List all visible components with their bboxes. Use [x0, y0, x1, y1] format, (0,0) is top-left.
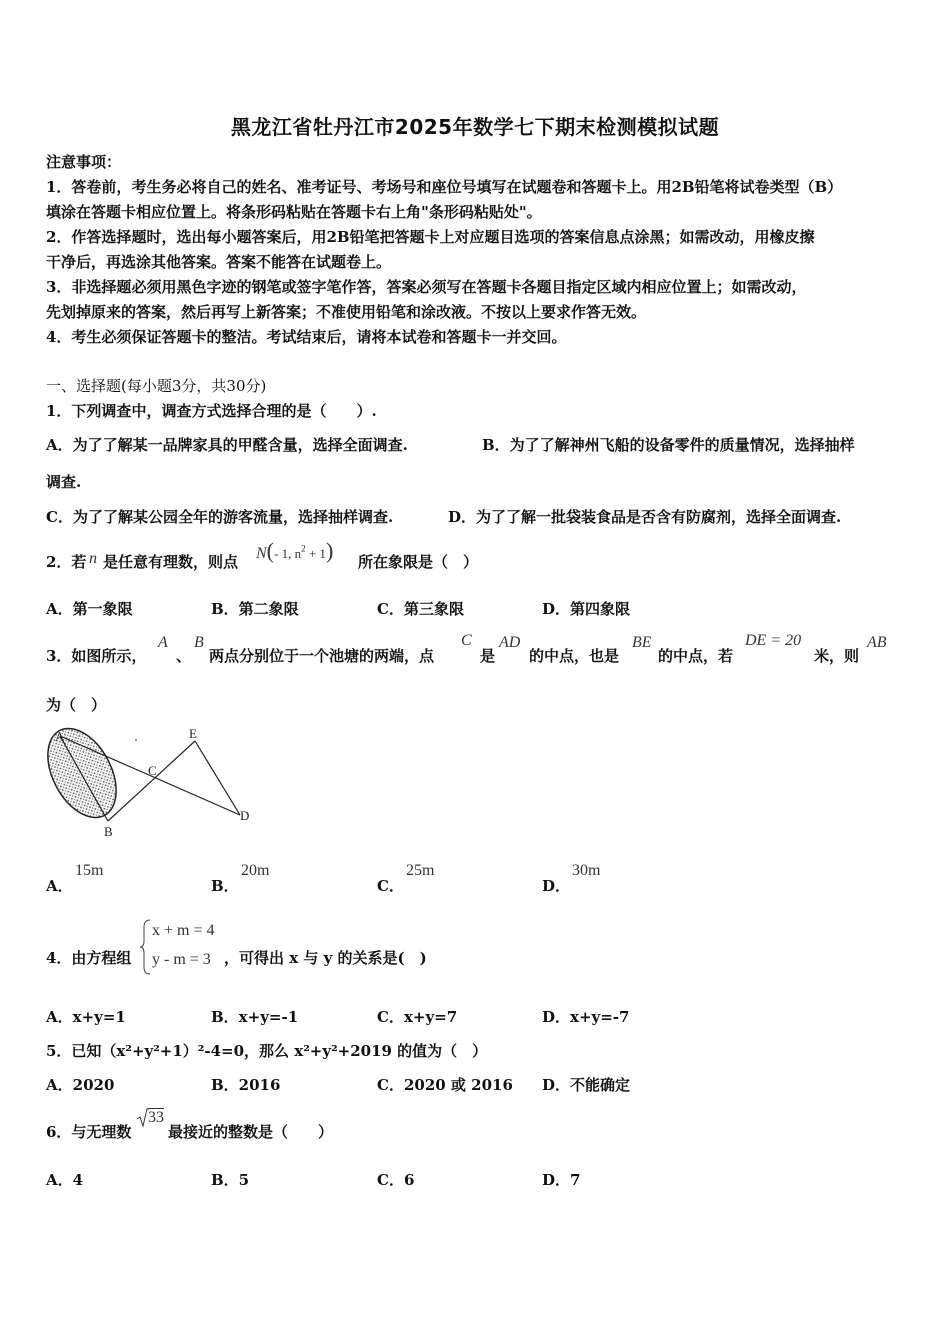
q3-option-b-value: 20m: [241, 862, 270, 879]
note-1-line-2: 填涂在答题卡相应位置上。将条形码粘贴在答题卡右上角"条形码粘贴处"。: [46, 203, 542, 221]
q3-text-3: 是: [480, 647, 496, 665]
q4-pre: 4．由方程组: [46, 949, 132, 967]
notes-heading: 注意事项：: [46, 153, 122, 171]
q3-var-de: DE = 20: [745, 632, 802, 649]
section-heading: 一、选择题(每小题3分，共30分): [46, 377, 267, 395]
q3-text-1: 3．如图所示，: [46, 647, 147, 665]
q2-paren-close: ): [325, 538, 334, 563]
q3-var-c: C: [461, 632, 472, 649]
note-4: 4．考生必须保证答题卡的整洁。考试结束后，请将本试卷和答题卡一并交回。: [46, 328, 567, 346]
q1-option-c: C．为了了解某公园全年的游客流量，选择抽样调查.: [46, 508, 394, 526]
q3-option-d-label: D．: [542, 877, 571, 895]
q1-option-a: A．为了了解某一品牌家具的甲醛含量，选择全面调查.: [46, 436, 408, 454]
q3-var-b: B: [194, 634, 204, 651]
segment-ed: [195, 741, 240, 815]
q4-post: ，可得出 x 与 y 的关系是( ): [224, 949, 427, 967]
stray-dot: [135, 739, 137, 741]
q5-option-d: D．不能确定: [542, 1076, 631, 1094]
q3-text-6: 米，则: [814, 647, 860, 665]
q2-option-d: D．第四象限: [542, 600, 631, 618]
q2-point-body: - 1, n: [274, 546, 302, 561]
q2-point-tail: + 1: [305, 546, 326, 561]
q4-option-b: B．x+y=-1: [211, 1008, 299, 1026]
q3-var-ad: AD: [499, 634, 521, 651]
q6-option-d: D．7: [542, 1171, 581, 1189]
q3-text-2: 两点分别位于一个池塘的两端，点: [209, 647, 435, 665]
q1-option-d: D．为了了解一批袋装食品是否含有防腐剂，选择全面调查.: [448, 508, 842, 526]
q6-post: 最接近的整数是（ ）: [168, 1123, 334, 1141]
q3-option-b-label: B．: [211, 877, 239, 895]
q3-option-a-label: A．: [46, 877, 73, 895]
q6-option-b: B．5: [211, 1171, 250, 1189]
note-1-line-1: 1．答卷前，考生务必将自己的姓名、准考证号、考场号和座位号填写在试题卷和答题卡上。用2B铅笔将试卷类型（B）: [46, 178, 843, 196]
q5-option-b: B．2016: [211, 1076, 281, 1094]
q5-stem: 5．已知（x²+y²+1）²-4=0，那么 x²+y²+2019 的值为（ ）: [46, 1042, 488, 1060]
segment-be: [108, 741, 195, 821]
fig-label-d: D: [240, 808, 250, 823]
q4-option-d: D．x+y=-7: [542, 1008, 630, 1026]
q2-option-c: C．第三象限: [377, 600, 464, 618]
note-3-line-2: 先划掉原来的答案，然后再写上新答案；不准使用铅笔和涂改液。不按以上要求作答无效。: [46, 303, 647, 321]
q2-var-n: n: [89, 550, 97, 567]
q3-option-c-label: C．: [377, 877, 404, 895]
fig-label-c: C: [148, 763, 157, 778]
q4-brace: [140, 919, 152, 975]
fig-label-b: B: [104, 824, 113, 839]
page-title: 黑龙江省牡丹江市2025年数学七下期末检测模拟试题: [230, 115, 720, 139]
q3-text-4: 的中点，也是: [529, 647, 620, 665]
q6-option-c: C．6: [377, 1171, 415, 1189]
q3-sep: 、: [176, 647, 192, 665]
q4-eq-2: y - m = 3: [152, 951, 211, 968]
q6-option-a: A．4: [46, 1171, 84, 1189]
note-2-line-1: 2．作答选择题时，选出每小题答案后，用2B铅笔把答题卡上对应题目选项的答案信息点涂黑；如需改动，用橡皮擦: [46, 228, 815, 246]
q4-eq-1: x + m = 4: [152, 922, 215, 939]
q3-var-ab: AB: [867, 634, 887, 651]
q3-var-be: BE: [632, 634, 652, 651]
q6-pre: 6．与无理数: [46, 1123, 132, 1141]
q2-post: 所在象限是（ ）: [358, 553, 479, 571]
q3-option-d-value: 30m: [572, 862, 601, 879]
q2-pre: 2．若: [46, 553, 87, 571]
q2-mid: 是任意有理数，则点: [103, 553, 239, 571]
q2-paren-open: (: [266, 538, 274, 563]
q4-option-a: A．x+y=1: [46, 1008, 126, 1026]
q2-option-a: A．第一象限: [46, 600, 133, 618]
q3-line-2: 为（ ）: [46, 696, 107, 714]
note-2-line-2: 干净后，再选涂其他答案。答案不能答在试题卷上。: [46, 253, 392, 271]
fig-label-e: E: [189, 726, 197, 741]
q3-figure: [44, 722, 264, 847]
q2-point-sup: 2: [301, 543, 306, 554]
q2-point-n: N: [256, 545, 267, 562]
q3-text-5: 的中点，若: [658, 647, 734, 665]
q1-stem: 1．下列调查中，调查方式选择合理的是（ ）.: [46, 402, 377, 420]
fig-label-a: A: [55, 729, 65, 744]
note-3-line-1: 3．非选择题必须用黑色字迹的钢笔或签字笔作答，答案必须写在答题卡各题目指定区域内相应位置上；如需改动，: [46, 278, 807, 296]
q3-option-a-value: 15m: [75, 862, 104, 879]
q2-point-expr: [256, 538, 333, 568]
q6-radicand: 33: [148, 1109, 164, 1126]
q1-option-b-cont: 调查.: [46, 473, 82, 491]
q5-option-a: A．2020: [46, 1076, 115, 1094]
q5-option-c: C．2020 或 2016: [377, 1076, 513, 1094]
q3-var-a: A: [158, 634, 168, 651]
q4-option-c: C．x+y=7: [377, 1008, 458, 1026]
q2-option-b: B．第二象限: [211, 600, 299, 618]
q3-option-c-value: 25m: [406, 862, 435, 879]
q1-option-b: B．为了了解神州飞船的设备零件的质量情况，选择抽样: [482, 436, 855, 454]
